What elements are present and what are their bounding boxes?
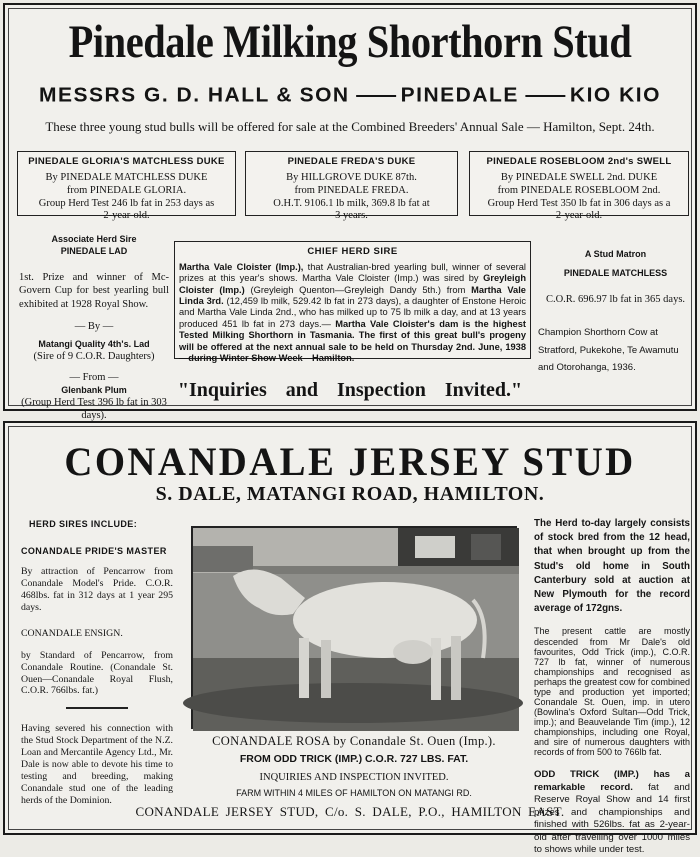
- associate-by-note: (Sire of 9 C.O.R. Daughters): [33, 350, 155, 362]
- bull-line: 2-year-old.: [103, 210, 150, 222]
- chief-text-part: that Australian-bred yearling bull, winner of several prizes at this year's shows. Martha Vale Cloister (Imp.) was sired by: [179, 261, 527, 284]
- photo-caption-rosa: CONANDALE ROSA by Conandale St. Ouen (Imp.).: [212, 734, 496, 748]
- bull-line: By PINEDALE SWELL 2nd. DUKE: [500, 172, 658, 184]
- matron-name: PINEDALE MATCHLESS: [563, 267, 668, 278]
- bull-line: 2-year-old.: [555, 210, 603, 222]
- associate-from-note: (Group Herd Test 396 lb fat in 303 days).: [21, 397, 167, 422]
- severed-text: Having severed his connection with the Stud Stock Department of the N.Z. Loan and Mercantile Agency Ltd., Mr. Dale is now able to devote his time to testing and breeding, making Conandale stud one of the leading herds of the Dominion.: [21, 723, 173, 806]
- dash-1: ——: [356, 84, 395, 107]
- matron-text: Champion Shorthorn Cow at Stratford, Pukekohe, Te Awamutu and Otorohanga, 1936.: [538, 327, 679, 374]
- farm-location-line: FARM WITHIN 4 MILES OF HAMILTON ON MATANGI RD.: [236, 788, 472, 798]
- bull-line: from PINEDALE FREDA.: [294, 184, 409, 196]
- chief-text: [179, 262, 526, 365]
- matron-record: C.O.R. 696.97 lb fat in 365 days.: [545, 294, 686, 306]
- herd-sires-column: [21, 519, 173, 807]
- owner-son: SON: [299, 84, 350, 107]
- associate-name: PINEDALE LAD: [60, 246, 128, 257]
- associate-by-label: — By —: [74, 320, 114, 332]
- bull-line: By PINEDALE MATCHLESS DUKE: [45, 172, 208, 184]
- bull-line: from PINEDALE GLORIA.: [66, 184, 187, 196]
- bull-line: O.H.T. 9106.1 lb milk, 369.8 lb fat at: [273, 197, 430, 209]
- stud-matron-column: [538, 248, 693, 377]
- conandale-advertisement: [3, 421, 697, 856]
- dash-2: ——: [525, 84, 564, 107]
- pinedale-intro: These three young stud bulls will be offered for sale at the Combined Breeders' Annual Sale — Hamilton, Sept. 24th.: [45, 119, 655, 134]
- pinedale-owners-line: [39, 85, 661, 108]
- bull-name: PINEDALE ROSEBLOOM 2nd's SWELL: [486, 156, 672, 167]
- sire2-name: CONANDALE ENSIGN.: [21, 627, 123, 639]
- bull-line: 3 years.: [335, 210, 368, 222]
- bull-box-gloria: [17, 151, 236, 222]
- ampersand: &: [276, 84, 294, 107]
- chief-sale-note: Martha Vale Cloister's dam is the highest Tested Milking Shorthorn in Tasmania. The first of this great bull's progeny will be offered at the next annual sale to be held on Thursday 2nd. June, 1938—during Winter Show Week—Hamilton.: [179, 318, 526, 364]
- bull-line: By HILLGROVE DUKE 87th.: [286, 172, 417, 184]
- associate-from-name: Glenbank Plum: [61, 385, 127, 396]
- pinedale-advertisement: [3, 3, 697, 422]
- bull-line: Group Herd Test 246 lb fat in 253 days as: [38, 197, 215, 209]
- cow-photo-illustration: [193, 528, 519, 731]
- present-cattle-text: The present cattle are mostly descended from Mr Dale's old favourites, Odd Trick (imp.), C.O.R. 727 lb fat, winner of numerous championships and recognised as perhaps the greatest cow for combined type and production yet imported; Conandale St. Ouen, imp. in utero (Bowlina's Oxford Sultan—Odd Trick, imp.); and Beauvelande Tim (imp.), 12 championships, including one Royal, and sire of numerous daughters with records of from 500 to 766lb fat.: [534, 626, 690, 758]
- bull-name: PINEDALE FREDA'S DUKE: [287, 156, 416, 167]
- bull-box-rosebloom: [469, 151, 689, 222]
- pinedale-inquiries: "Inquiries and Inspection Invited.": [177, 379, 523, 401]
- cow-photograph: [191, 526, 517, 729]
- column-rule: [66, 707, 128, 709]
- bull-box-freda: [245, 151, 458, 222]
- place-pinedale: PINEDALE: [400, 84, 519, 107]
- associate-from-label: — From —: [69, 372, 119, 384]
- herd-bold-text: The Herd to-day largely consists of stock bred from the 12 head, that when brought up from the Stud's old home in South Canterbury sold at auction at New Plymouth for the record average of 172gns.: [534, 518, 690, 615]
- inquiries-line: INQUIRIES AND INSPECTION INVITED.: [259, 772, 449, 783]
- sire1-name: CONANDALE PRIDE'S MASTER: [21, 545, 167, 556]
- pinedale-title: Pinedale Milking Shorthorn Stud: [68, 16, 632, 68]
- bull-line: from PINEDALE ROSEBLOOM 2nd.: [497, 184, 661, 196]
- place-kio-kio: KIO KIO: [569, 84, 661, 107]
- chief-heading: CHIEF HERD SIRE: [307, 246, 398, 257]
- bull-line: Group Herd Test 350 lb fat in 306 days as a: [487, 197, 671, 209]
- sire2-text: by Standard of Pencarrow, from Conandale Routine. (Conandale St. Ouen—Conandale Royal Flush, C.O.R. 766lbs. fat.): [21, 649, 173, 697]
- chief-sire-name: Greyleigh Cloister (Imp.): [179, 273, 526, 295]
- bull-name: PINEDALE GLORIA'S MATCHLESS DUKE: [28, 156, 225, 167]
- chief-text-part: (Greyleigh Quenton—Greyleigh Dandy 5th.) from: [244, 284, 472, 295]
- odd-trick-heading: ODD TRICK (IMP.) has a remarkable record.: [534, 769, 690, 793]
- associate-text: 1st. Prize and winner of Mc-Govern Cup for best yearling bull exhibited at 1928 Royal Show.: [19, 272, 169, 310]
- chief-bull-name: Martha Vale Cloister (Imp.),: [179, 261, 304, 272]
- conandale-footer: CONANDALE JERSEY STUD, C/o. S. DALE, P.O., HAMILTON EAST.: [135, 804, 565, 819]
- associate-heading: Associate Herd Sire: [51, 234, 137, 244]
- matron-heading: A Stud Matron: [584, 249, 647, 259]
- owner-name: MESSRS G. D. HALL: [39, 84, 270, 107]
- conandale-address: S. DALE, MATANGI ROAD, HAMILTON.: [155, 483, 545, 505]
- chief-dam-name: Martha Vale Linda 3rd.: [179, 284, 526, 306]
- associate-by-name: Matangi Quality 4th's. Lad: [38, 338, 150, 349]
- sire1-text: By attraction of Pencarrow from Conandale Model's Pride. C.O.R. 468lbs. fat in 312 days at 1 year 295 days.: [21, 565, 173, 613]
- chief-herd-sire-box: [174, 241, 531, 364]
- herd-sires-heading: HERD SIRES INCLUDE:: [29, 519, 138, 529]
- odd-trick-detail: fat and Reserve Royal Show and 14 first prizes and championships and finished with 526lbs. fat as 2-year-old after travelling over 1000 miles to shows while under test.: [534, 781, 690, 856]
- photo-caption-odd-trick: FROM ODD TRICK (IMP.) C.O.R. 727 LBS. FAT.: [239, 753, 469, 765]
- chief-text-part: (12,459 lb milk, 529.42 lb fat in 273 days), a daughter of Enstone Heroic and Martha Vale Linda 2nd., who has milked up to 75 lb milk a day, and at 13 years produced 451 lb fat in 273 days.—: [179, 295, 526, 329]
- conandale-title: CONANDALE JERSEY STUD: [64, 439, 636, 484]
